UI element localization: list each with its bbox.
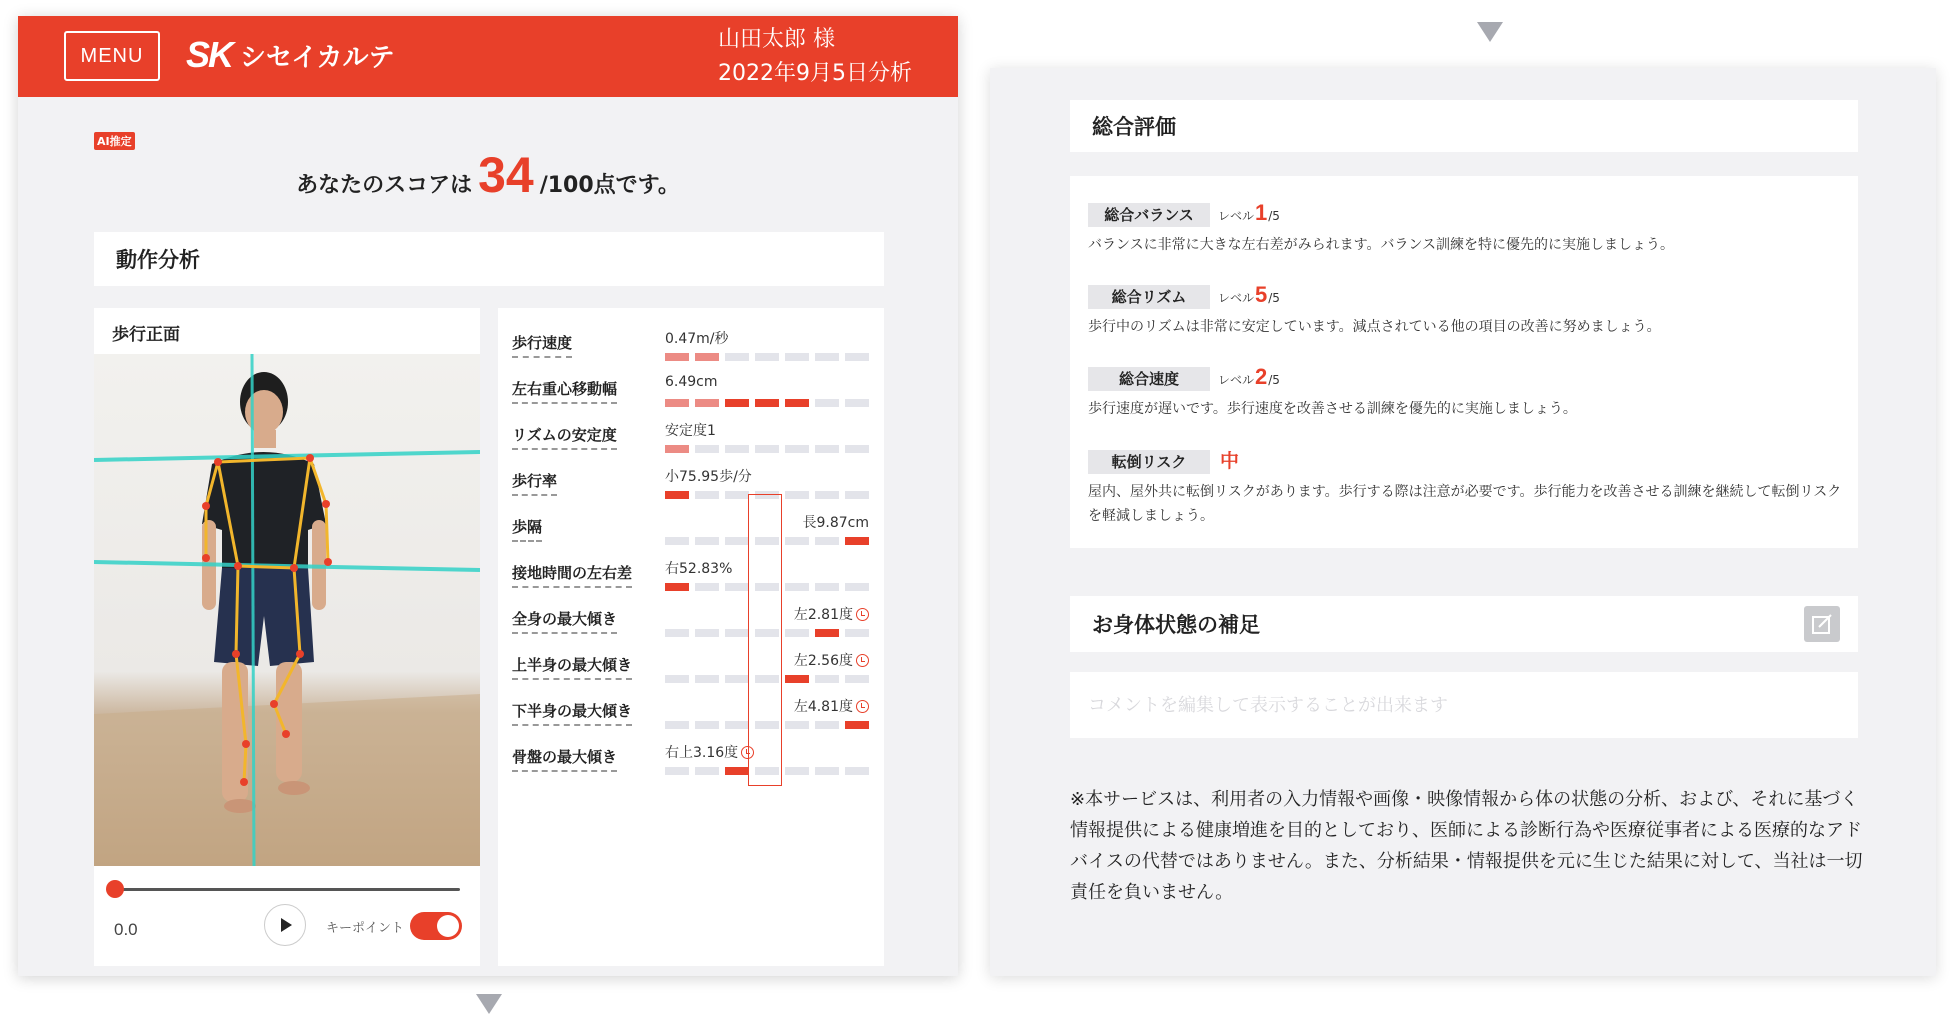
metric-value: 右52.83%	[665, 561, 733, 577]
metric-bar-segment	[665, 583, 689, 591]
eval-item-balance	[1088, 200, 1848, 257]
metric-bar-segment	[755, 445, 779, 453]
metric-bar-segment	[695, 399, 719, 407]
user-info	[718, 23, 912, 91]
center-range-highlight	[748, 494, 782, 786]
disclaimer-text: ※本サービスは、利用者の入力情報や画像・映像情報から体の状態の分析、および、それに基づく情報提供による健康増進を目的としており、医師による診断行為や医療従事者による医療的なアドバイスの代替ではありません。また、分析結果・情報提供を元に生じた結果に対して、当社は一切責任を負いません。	[1070, 789, 1863, 903]
metric-bar-segment	[785, 675, 809, 683]
metric-name[interactable]: 左右重心移動幅	[512, 378, 617, 404]
metric-row	[498, 604, 884, 648]
metric-bar-segment	[785, 491, 809, 499]
metric-bar-segment	[695, 445, 719, 453]
metric-name[interactable]: 接地時間の左右差	[512, 562, 632, 588]
metric-bar-segment	[815, 537, 839, 545]
metric-bar-segment	[785, 721, 809, 729]
eval-description: 屋内、屋外共に転倒リスクがあります。歩行する際は注意が必要です。歩行能力を改善させる訓練を継続して転倒リスクを軽減しましょう。	[1088, 484, 1842, 524]
app-logo	[186, 32, 394, 78]
clock-icon	[856, 608, 869, 621]
eval-level-number: 1	[1255, 200, 1268, 225]
eval-level-number: 2	[1255, 364, 1268, 389]
score-suffix: /100点です。	[539, 173, 680, 198]
metric-bar-segment	[725, 537, 749, 545]
eval-description: バランスに非常に大きな左右差がみられます。バランス訓練を特に優先的に実施しましょう。	[1088, 237, 1675, 253]
metric-bar-segment	[665, 537, 689, 545]
eval-tag: 総合リズム	[1088, 285, 1210, 309]
metric-name[interactable]: 歩隔	[512, 516, 542, 542]
metric-row	[498, 650, 884, 694]
metric-row	[498, 420, 884, 464]
eval-level-number: 5	[1255, 282, 1268, 307]
metric-row	[498, 558, 884, 602]
metric-bar-segment	[845, 399, 869, 407]
metric-bar-segment	[785, 629, 809, 637]
metric-bar-segment	[665, 675, 689, 683]
metric-bar-segment	[845, 353, 869, 361]
motion-analysis-header	[94, 232, 884, 286]
metric-value: 左2.56度	[794, 650, 869, 670]
metric-row	[498, 696, 884, 740]
score-value: 34	[478, 147, 534, 203]
metric-bar-segment	[785, 353, 809, 361]
metric-bar-segment	[695, 353, 719, 361]
metric-bar-segment	[725, 767, 749, 775]
metric-bar-segment	[845, 675, 869, 683]
clock-icon	[856, 700, 869, 713]
score-prefix: あなたのスコアは	[296, 173, 473, 198]
metric-value: 左2.81度	[794, 604, 869, 624]
metric-row	[498, 512, 884, 556]
flow-arrow-down-icon	[1477, 22, 1503, 42]
eval-description: 歩行中のリズムは非常に安定しています。減点されている他の項目の改善に努めましょう。	[1088, 319, 1661, 335]
evaluation-header	[1070, 100, 1858, 152]
video-title: 歩行正面	[112, 325, 180, 345]
play-button[interactable]	[264, 904, 306, 946]
metric-value: 6.49cm	[665, 374, 718, 390]
seek-bar[interactable]	[114, 888, 460, 891]
metric-name[interactable]: 歩行速度	[512, 332, 572, 358]
comment-input[interactable]	[1088, 695, 1840, 716]
metric-bar-segment	[695, 629, 719, 637]
keypoint-toggle[interactable]	[410, 912, 462, 940]
metric-bar-segment	[845, 537, 869, 545]
metric-bar-segment	[845, 583, 869, 591]
body-note-header	[1070, 596, 1858, 652]
evaluation-title: 総合評価	[1092, 115, 1176, 139]
metric-bar-segment	[815, 629, 839, 637]
metric-bar-segment	[665, 399, 689, 407]
user-name: 山田太郎 様	[718, 27, 836, 52]
metric-bar-segment	[815, 353, 839, 361]
app-header	[18, 16, 958, 97]
metric-bar-segment	[665, 721, 689, 729]
metric-name[interactable]: 全身の最大傾き	[512, 608, 617, 634]
metric-bar-segment	[695, 675, 719, 683]
metric-bar-segment	[725, 445, 749, 453]
video-card	[94, 308, 480, 966]
metric-value: 小75.95歩/分	[665, 469, 752, 485]
comment-box[interactable]	[1070, 672, 1858, 738]
fall-risk-level: 中	[1220, 450, 1240, 472]
eval-level: レベル5/5	[1218, 282, 1280, 307]
analysis-date: 2022年9月5日分析	[718, 61, 912, 86]
metric-name[interactable]: 下半身の最大傾き	[512, 700, 632, 726]
report-screen-right	[990, 68, 1936, 976]
metric-bar-segment	[755, 353, 779, 361]
seek-handle[interactable]	[106, 880, 124, 898]
eval-description: 歩行速度が遅いです。歩行速度を改善させる訓練を優先的に実施しましょう。	[1088, 401, 1577, 417]
metric-bar-segment	[785, 445, 809, 453]
metric-bar-segment	[725, 491, 749, 499]
metric-bar-segment	[815, 675, 839, 683]
pose-keypoint-overlay	[94, 354, 480, 866]
walking-video[interactable]	[94, 354, 480, 866]
eval-level: レベル1/5	[1218, 200, 1280, 225]
keypoint-toggle-label: キーポイント	[326, 921, 405, 936]
metric-bar-segment	[725, 721, 749, 729]
body-note-title: お身体状態の補足	[1092, 613, 1260, 637]
eval-level: レベル2/5	[1218, 364, 1280, 389]
metric-value: 長9.87cm	[802, 515, 869, 531]
metric-bar-segment	[695, 767, 719, 775]
score-summary	[18, 146, 958, 204]
evaluation-card	[1070, 176, 1858, 548]
logo-text: シセイカルテ	[240, 42, 395, 73]
metric-bar-segment	[845, 629, 869, 637]
metric-bar-segment	[815, 721, 839, 729]
metric-bar-segment	[785, 583, 809, 591]
metric-name[interactable]: 歩行率	[512, 470, 557, 496]
metric-bar-segment	[665, 445, 689, 453]
toggle-knob	[437, 915, 459, 937]
eval-item-rhythm	[1088, 282, 1848, 339]
metric-bar-segment	[665, 629, 689, 637]
metric-bar-segment	[665, 353, 689, 361]
metric-bar-segment	[815, 399, 839, 407]
metric-bar	[665, 445, 869, 453]
metric-bar-segment	[725, 399, 749, 407]
metric-bar-segment	[695, 721, 719, 729]
metric-value: 0.47m/秒	[665, 331, 729, 347]
metric-name[interactable]: 骨盤の最大傾き	[512, 746, 617, 772]
metric-bar-segment	[785, 399, 809, 407]
metric-bar-segment	[845, 721, 869, 729]
motion-analysis-title: 動作分析	[116, 248, 200, 272]
current-time: 0.0	[114, 920, 138, 939]
metric-bar-segment	[725, 353, 749, 361]
metric-value: 右上3.16度	[665, 742, 754, 762]
metric-bar-segment	[725, 675, 749, 683]
metric-bar-segment	[695, 537, 719, 545]
play-icon	[281, 918, 292, 932]
metric-bar-segment	[665, 767, 689, 775]
metric-bar-segment	[845, 767, 869, 775]
ai-estimate-badge: AI推定	[94, 132, 135, 150]
metric-bar-segment	[725, 629, 749, 637]
metric-name[interactable]: リズムの安定度	[512, 424, 617, 450]
metric-bar-segment	[845, 491, 869, 499]
flow-arrow-down-icon	[476, 994, 502, 1014]
metric-value: 左4.81度	[794, 696, 869, 716]
report-screen-left	[18, 16, 958, 976]
metric-name[interactable]: 上半身の最大傾き	[512, 654, 632, 680]
metric-bar-segment	[725, 583, 749, 591]
logo-mark: SK	[186, 34, 233, 75]
eval-tag: 総合バランス	[1088, 203, 1210, 227]
metric-row	[498, 374, 884, 418]
metrics-card	[498, 308, 884, 966]
menu-button[interactable]: MENU	[64, 31, 160, 81]
metric-bar-segment	[785, 767, 809, 775]
metric-bar-segment	[665, 491, 689, 499]
metric-value: 安定度1	[665, 423, 716, 439]
metric-row	[498, 742, 884, 786]
edit-icon[interactable]	[1804, 606, 1840, 642]
metric-bar-segment	[785, 537, 809, 545]
eval-tag: 転倒リスク	[1088, 450, 1210, 474]
metric-bar-segment	[815, 491, 839, 499]
metric-bar-segment	[695, 583, 719, 591]
metric-row	[498, 466, 884, 510]
metric-bar-segment	[695, 491, 719, 499]
eval-item-speed	[1088, 364, 1848, 421]
metric-bar	[665, 399, 869, 407]
metric-bar-segment	[845, 445, 869, 453]
metric-row	[498, 328, 884, 372]
metric-bar-segment	[755, 399, 779, 407]
eval-tag: 総合速度	[1088, 367, 1210, 391]
eval-item-fall-risk	[1088, 446, 1848, 528]
metric-bar-segment	[815, 445, 839, 453]
clock-icon	[856, 654, 869, 667]
metric-bar	[665, 353, 869, 361]
metric-bar-segment	[815, 767, 839, 775]
metric-bar-segment	[815, 583, 839, 591]
